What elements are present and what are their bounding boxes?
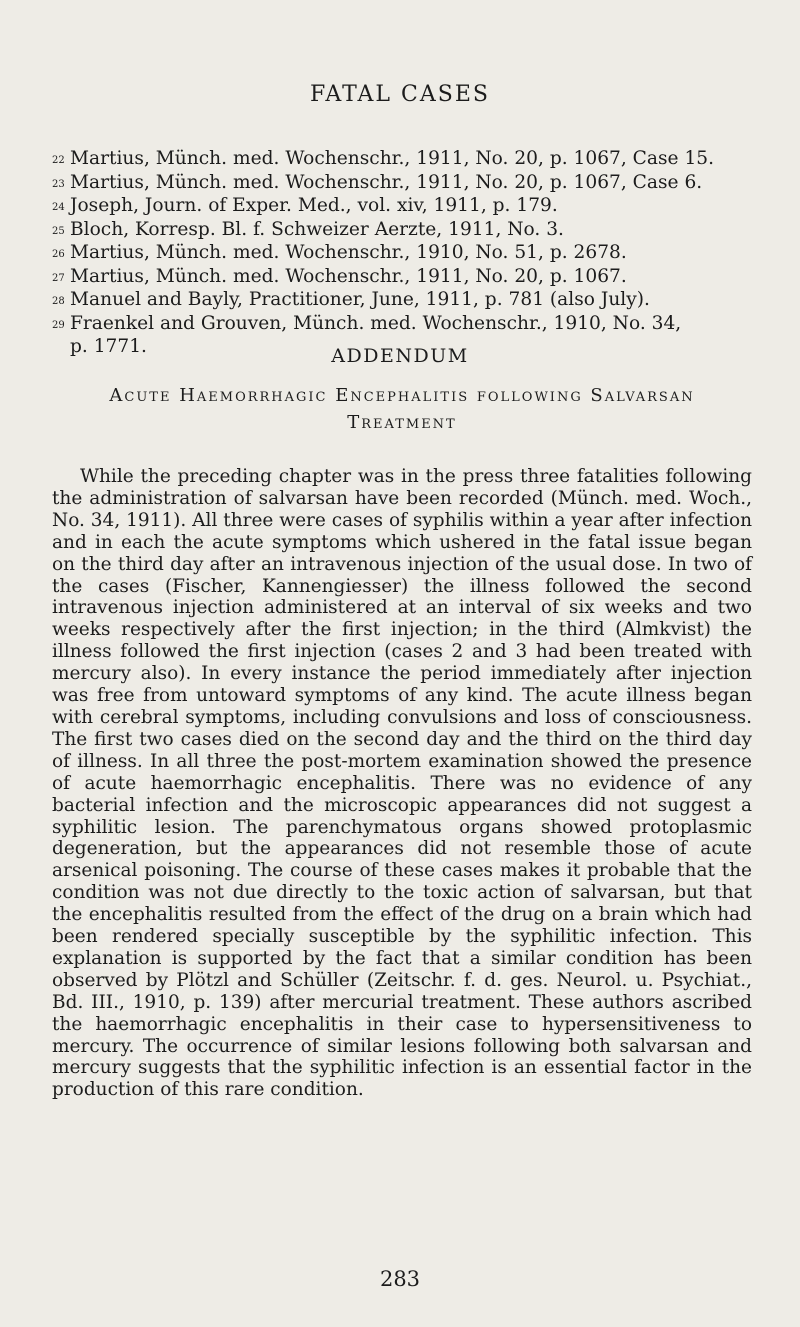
reference-number: 29 (52, 319, 65, 331)
reference-list (52, 148, 752, 358)
reference-item (52, 289, 752, 313)
page-number: 283 (379, 1267, 421, 1291)
reference-item (52, 148, 752, 172)
reference-text: Manuel and Bayly, Practitioner, June, 1911, p. 781 (also July). (70, 289, 650, 310)
reference-item (52, 172, 752, 196)
reference-text: Bloch, Korresp. Bl. f. Schweizer Aerzte, 1911, No. 3. (70, 218, 564, 240)
reference-item (52, 195, 752, 219)
addendum-paragraph: While the preceding chapter was in the press three fatalities following the administration of salvarsan have been recorded (Münch. med. Woch., No. 34, 1911). All three were cases of syphilis within a year after infection and in each the acute symptoms which ushered in the fatal issue began on the third day after an intravenous injection of the usual dose. In two of the cases (Fischer, Kannengiesser) the illness followed the second intravenous injection administered at an interval of six weeks and two weeks respectively after the first injection; in the third (Almkvist) the illness followed the first injection (cases 2 and 3 had been treated with mercury also). In every instance the period immediately after injection was free from untoward symptoms of any kind. The acute illness began with cerebral symptoms, including convulsions and loss of consciousness. The first two cases died on the second day and the third on the third day of illness. In all three the post-mortem examination showed the presence of acute haemorrhagic encephalitis. There was no evidence of any bacterial infection and the microscopic appearances did not suggest a syphilitic lesion. The parenchymatous organs showed protoplasmic degeneration, but the appearances did not resemble those of acute arsenical poisoning. The course of these cases makes it probable that the condition was not due directly to the toxic action of salvarsan, but that the encephalitis resulted from the effect of the drug on a brain which had been rendered specially susceptible by the syphilitic infection. This explanation is supported by the fact that a similar condition has been observed by Plötzl and Schüller (Zeitschr. f. d. ges. Neurol. u. Psychiat., Bd. III., 1910, p. 139) after mercurial treatment. These authors ascribed the haemorrhagic encephalitis in their case to hypersensitiveness to mercury. The occurrence of similar lesions following both salvarsan and mercury suggests that the syphilitic infection is an essential factor in the production of this rare condition. (52, 466, 752, 1101)
reference-number: 22 (52, 155, 65, 166)
reference-item (52, 266, 752, 290)
reference-text: Martius, Münch. med. Wochenschr., 1911, No. 20, p. 1067, Case 6. (70, 171, 703, 193)
reference-item (52, 313, 752, 337)
article-title-line-2: Treatment (347, 412, 457, 433)
reference-text: Fraenkel and Grouven, Münch. med. Wochenschr., 1910, No. 34, (70, 312, 682, 334)
reference-text: Martius, Münch. med. Wochenschr., 1911, No. 20, p. 1067. (70, 265, 627, 287)
reference-text: Martius, Münch. med. Wochenschr., 1910, No. 51, p. 2678. (70, 242, 627, 263)
reference-number: 26 (52, 249, 65, 260)
reference-item (52, 242, 752, 266)
running-title: FATAL CASES (310, 82, 490, 107)
article-title-line-1: Acute Haemorrhagic Encephalitis following Salvarsan (109, 385, 695, 406)
reference-number: 25 (52, 225, 65, 237)
reference-number: 23 (52, 178, 65, 190)
reference-number: 28 (52, 296, 65, 307)
reference-item (52, 219, 752, 243)
reference-text: Martius, Münch. med. Wochenschr., 1911, No. 20, p. 1067, Case 15. (70, 148, 715, 169)
addendum-heading: ADDENDUM (331, 345, 469, 367)
reference-continuation: p. 1771. (70, 336, 147, 357)
reference-number: 24 (52, 202, 65, 213)
reference-text: Joseph, Journ. of Exper. Med., vol. xiv, 1911, p. 179. (70, 195, 558, 216)
article-title (52, 382, 752, 436)
reference-number: 27 (52, 272, 65, 284)
